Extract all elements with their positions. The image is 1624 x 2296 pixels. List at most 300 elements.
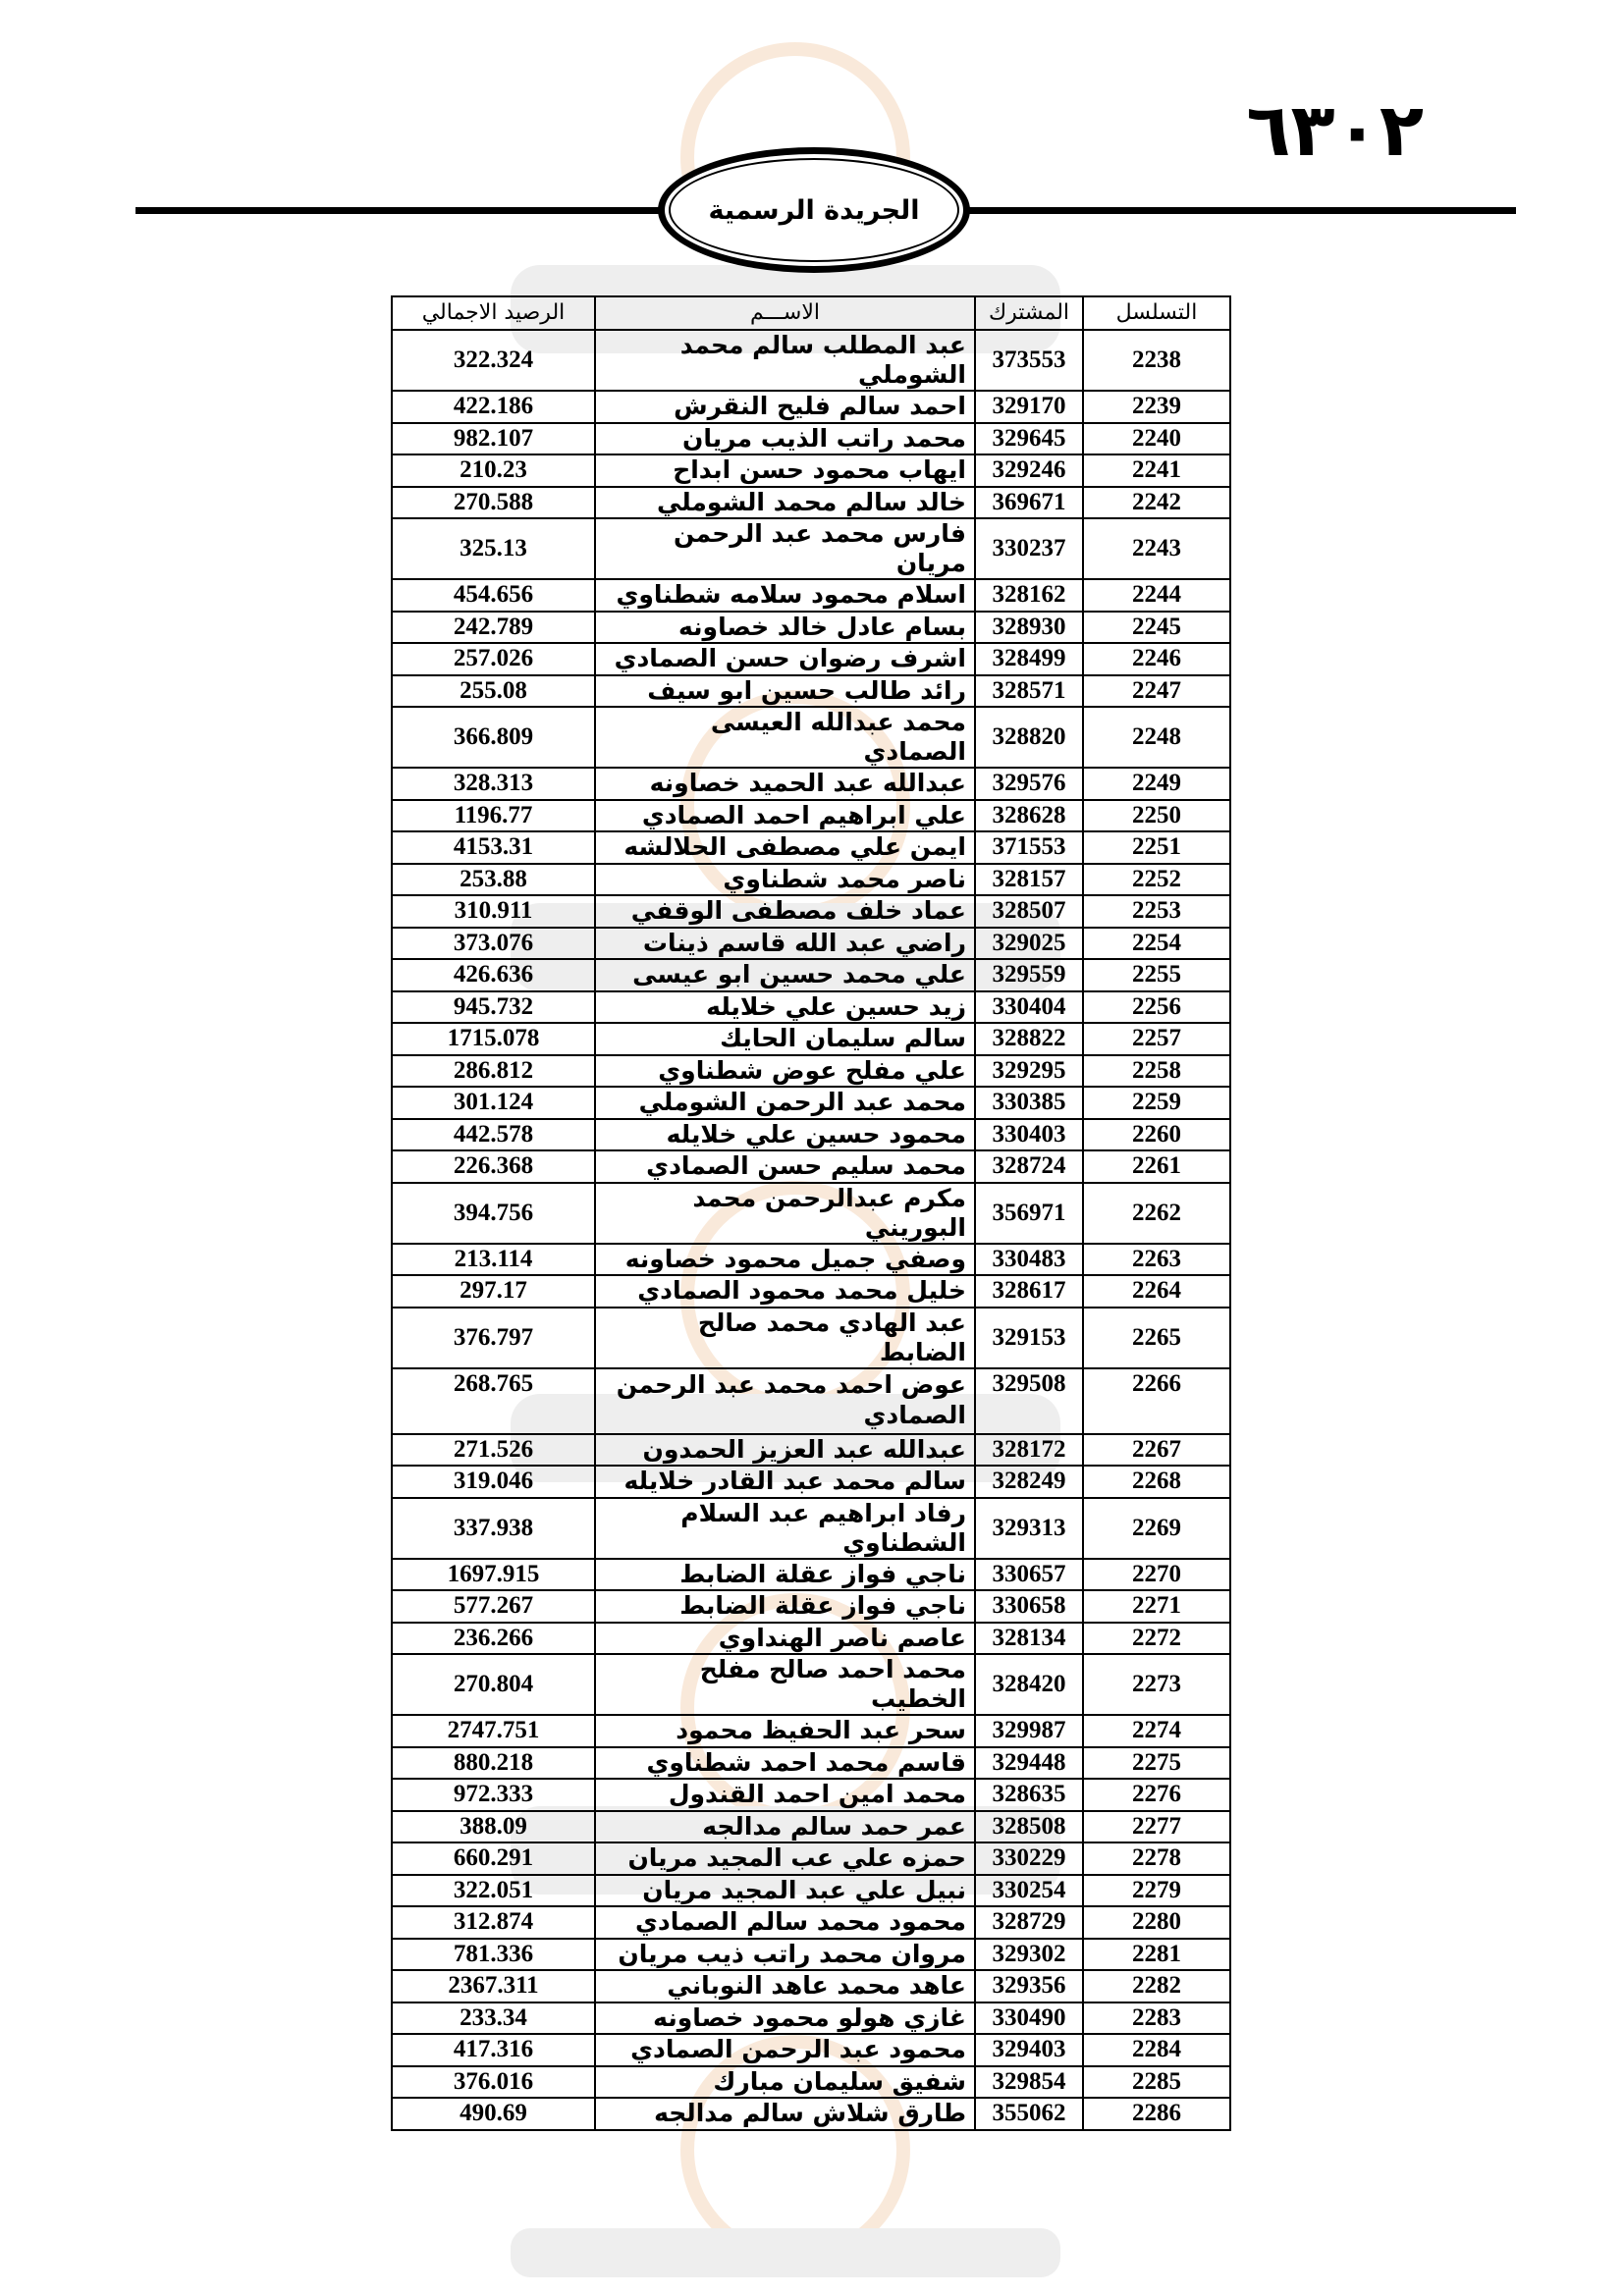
cell-serial [1083, 675, 1230, 708]
table-header-row [392, 296, 1230, 330]
cell-subscriber-value: 329403 [992, 2036, 1066, 2063]
cell-subscriber [975, 1842, 1083, 1875]
cell-subscriber [975, 1368, 1083, 1434]
cell-serial-value: 2246 [1132, 645, 1181, 672]
cell-serial-value: 2279 [1132, 1876, 1181, 1903]
cell-subscriber-value: 330385 [992, 1089, 1066, 1116]
cell-serial [1083, 1275, 1230, 1308]
cell-serial [1083, 423, 1230, 455]
cell-name: محمد احمد صالح مفلح الخطيب [595, 1654, 975, 1715]
table-row [392, 1970, 1230, 2002]
cell-balance-value: 286.812 [453, 1056, 534, 1084]
cell-subscriber [975, 2002, 1083, 2035]
cell-subscriber-value: 330483 [992, 1245, 1066, 1272]
cell-serial [1083, 1970, 1230, 2002]
cell-serial [1083, 1747, 1230, 1780]
cell-name: ايهاب محمود حسن ابداح [595, 454, 975, 487]
cell-balance-value: 577.267 [453, 1592, 534, 1620]
cell-balance-value: 328.313 [453, 770, 534, 797]
masthead-title: الجريدة الرسمية [708, 194, 920, 226]
cell-subscriber [975, 928, 1083, 960]
cell-balance-value: 982.107 [453, 424, 534, 452]
table-row [392, 1715, 1230, 1747]
cell-serial [1083, 1811, 1230, 1843]
cell-subscriber [975, 1466, 1083, 1498]
cell-name: عاصم ناصر الهنداوي [595, 1623, 975, 1655]
cell-subscriber [975, 864, 1083, 896]
cell-subscriber [975, 1590, 1083, 1623]
cell-subscriber-value: 329356 [992, 1972, 1066, 2000]
cell-balance [392, 1368, 595, 1434]
cell-balance-value: 325.13 [460, 535, 527, 561]
cell-name: مكرم عبدالرحمن محمد البوريني [595, 1183, 975, 1244]
cell-subscriber-value: 328162 [992, 581, 1066, 609]
cell-subscriber-value: 328420 [992, 1671, 1066, 1697]
cell-balance [392, 895, 595, 928]
cell-balance-value: 337.938 [453, 1514, 534, 1541]
cell-balance-value: 373.076 [453, 929, 534, 956]
cell-serial [1083, 579, 1230, 612]
cell-subscriber [975, 2098, 1083, 2130]
cell-balance-value: 297.17 [460, 1277, 527, 1305]
cell-subscriber [975, 1023, 1083, 1055]
cell-serial [1083, 330, 1230, 391]
cell-name: وصفي جميل محمود خصاونه [595, 1244, 975, 1276]
cell-subscriber [975, 831, 1083, 864]
cell-subscriber-value: 329170 [992, 393, 1066, 420]
cell-serial-value: 2255 [1132, 961, 1181, 988]
cell-serial-value: 2249 [1132, 770, 1181, 797]
cell-subscriber [975, 991, 1083, 1024]
cell-subscriber [975, 612, 1083, 644]
cell-serial [1083, 2002, 1230, 2035]
table-row [392, 1747, 1230, 1780]
table-row [392, 1466, 1230, 1498]
cell-balance [392, 959, 595, 991]
table-row [392, 1087, 1230, 1119]
cell-balance-value: 945.732 [453, 992, 534, 1020]
cell-serial-value: 2274 [1132, 1717, 1181, 1744]
table-row [392, 2002, 1230, 2035]
cell-serial-value: 2242 [1132, 488, 1181, 515]
table-row [392, 831, 1230, 864]
cell-name: مروان محمد راتب ذيب مريان [595, 1939, 975, 1971]
cell-balance [392, 1842, 595, 1875]
cell-serial-value: 2270 [1132, 1560, 1181, 1587]
cell-balance-value: 1715.078 [447, 1025, 540, 1052]
cell-subscriber-value: 328635 [992, 1781, 1066, 1808]
cell-serial-value: 2264 [1132, 1277, 1181, 1305]
cell-balance [392, 643, 595, 675]
cell-balance [392, 518, 595, 579]
cell-serial-value: 2280 [1132, 1908, 1181, 1936]
cell-balance-value: 319.046 [453, 1468, 534, 1495]
cell-serial [1083, 831, 1230, 864]
cell-subscriber-value: 329313 [992, 1514, 1066, 1541]
cell-subscriber-value: 330657 [992, 1560, 1066, 1587]
cell-subscriber-value: 329448 [992, 1748, 1066, 1776]
cell-balance-value: 226.368 [453, 1152, 534, 1180]
cell-subscriber [975, 391, 1083, 423]
cell-subscriber [975, 1623, 1083, 1655]
cell-serial-value: 2250 [1132, 801, 1181, 828]
cell-balance-value: 972.333 [453, 1781, 534, 1808]
cell-subscriber-value: 330403 [992, 1120, 1066, 1148]
table-row [392, 959, 1230, 991]
table-row [392, 454, 1230, 487]
cell-name: ناجي فواز عقلة الضابط [595, 1590, 975, 1623]
table-row [392, 895, 1230, 928]
table-row [392, 864, 1230, 896]
subscribers-table [391, 295, 1231, 2131]
cell-serial-value: 2238 [1132, 347, 1181, 373]
cell-balance [392, 1023, 595, 1055]
cell-balance [392, 864, 595, 896]
cell-subscriber [975, 1434, 1083, 1467]
cell-name: رفاد ابراهيم عبد السلام الشطناوي [595, 1498, 975, 1559]
cell-balance [392, 2002, 595, 2035]
cell-name: اشرف رضوان حسن الصمادي [595, 643, 975, 675]
cell-name: ايمن علي مصطفى الحلالشه [595, 831, 975, 864]
cell-serial [1083, 1183, 1230, 1244]
table-row [392, 1498, 1230, 1559]
header-serial: التسلسل [1083, 296, 1230, 330]
cell-serial-value: 2286 [1132, 2100, 1181, 2127]
cell-serial-value: 2248 [1132, 723, 1181, 750]
cell-subscriber [975, 707, 1083, 768]
cell-subscriber [975, 1747, 1083, 1780]
cell-serial-value: 2282 [1132, 1972, 1181, 2000]
cell-balance [392, 1623, 595, 1655]
cell-serial [1083, 2098, 1230, 2130]
cell-serial-value: 2267 [1132, 1435, 1181, 1463]
cell-name: عمر حمد سالم مدالجه [595, 1811, 975, 1843]
cell-subscriber [975, 1119, 1083, 1151]
cell-serial [1083, 959, 1230, 991]
cell-balance [392, 1055, 595, 1088]
cell-name: رائد طالب حسين ابو سيف [595, 675, 975, 708]
cell-subscriber-value: 328822 [992, 1025, 1066, 1052]
cell-balance [392, 330, 595, 391]
cell-balance-value: 270.804 [453, 1671, 534, 1697]
cell-subscriber-value: 329302 [992, 1940, 1066, 1967]
cell-serial-value: 2239 [1132, 393, 1181, 420]
cell-balance [392, 831, 595, 864]
cell-serial-value: 2254 [1132, 929, 1181, 956]
table-row [392, 1368, 1230, 1434]
cell-subscriber-value: 328134 [992, 1624, 1066, 1651]
table-row [392, 1939, 1230, 1971]
cell-balance-value: 312.874 [453, 1908, 534, 1936]
cell-serial [1083, 768, 1230, 800]
cell-subscriber [975, 579, 1083, 612]
cell-balance [392, 454, 595, 487]
cell-balance-value: 442.578 [453, 1120, 534, 1148]
cell-name: زيد حسين علي خلايله [595, 991, 975, 1024]
cell-name: عاهد محمد عاهد النوباني [595, 1970, 975, 2002]
cell-balance [392, 1906, 595, 1939]
cell-name: فارس محمد عبد الرحمن مريان [595, 518, 975, 579]
cell-balance [392, 1747, 595, 1780]
cell-serial [1083, 1434, 1230, 1467]
cell-name: ناصر محمد شطناوي [595, 864, 975, 896]
table-row [392, 330, 1230, 391]
cell-serial [1083, 1906, 1230, 1939]
cell-serial-value: 2272 [1132, 1624, 1181, 1651]
cell-balance-value: 376.016 [453, 2067, 534, 2095]
cell-subscriber [975, 1055, 1083, 1088]
table-row [392, 675, 1230, 708]
cell-balance-value: 236.266 [453, 1624, 534, 1651]
cell-subscriber [975, 1087, 1083, 1119]
cell-name: محمود حسين علي خلايله [595, 1119, 975, 1151]
cell-name: علي محمد حسين ابو عيسى [595, 959, 975, 991]
table-row [392, 1875, 1230, 1907]
cell-balance-value: 426.636 [453, 961, 534, 988]
cell-serial [1083, 518, 1230, 579]
cell-balance [392, 1087, 595, 1119]
cell-balance-value: 880.218 [453, 1748, 534, 1776]
cell-serial [1083, 1466, 1230, 1498]
cell-subscriber-value: 329576 [992, 770, 1066, 797]
cell-serial-value: 2251 [1132, 833, 1181, 861]
cell-serial-value: 2244 [1132, 581, 1181, 609]
cell-serial-value: 2265 [1132, 1323, 1181, 1351]
header-balance: الرصيد الاجمالي [392, 296, 595, 330]
cell-subscriber [975, 1308, 1083, 1368]
cell-name: عبدالله عبد العزيز الحمدون [595, 1434, 975, 1467]
cell-serial-value: 2240 [1132, 424, 1181, 452]
cell-serial-value: 2268 [1132, 1468, 1181, 1495]
cell-balance [392, 1466, 595, 1498]
cell-balance [392, 487, 595, 519]
cell-balance [392, 1715, 595, 1747]
cell-subscriber-value: 330254 [992, 1876, 1066, 1903]
cell-serial-value: 2253 [1132, 897, 1181, 925]
cell-serial [1083, 1939, 1230, 1971]
table-row [392, 1434, 1230, 1467]
cell-name: محمد راتب الذيب مريان [595, 423, 975, 455]
cell-serial [1083, 2066, 1230, 2099]
table-row [392, 928, 1230, 960]
cell-serial-value: 2266 [1132, 1369, 1181, 1397]
cell-subscriber-value: 373553 [992, 347, 1066, 373]
cell-subscriber [975, 1654, 1083, 1715]
cell-serial [1083, 612, 1230, 644]
cell-subscriber-value: 328157 [992, 865, 1066, 892]
cell-name: خالد سالم محمد الشوملي [595, 487, 975, 519]
cell-serial-value: 2281 [1132, 1940, 1181, 1967]
cell-balance-value: 255.08 [460, 676, 527, 704]
cell-name: اسلام محمود سلامه شطناوي [595, 579, 975, 612]
cell-name: طارق شلاش سالم مدالجه [595, 2098, 975, 2130]
table-row [392, 423, 1230, 455]
cell-balance-value: 242.789 [453, 613, 534, 640]
cell-subscriber [975, 1183, 1083, 1244]
cell-balance [392, 800, 595, 832]
cell-name: سحر عبد الحفيظ محمود [595, 1715, 975, 1747]
cell-subscriber-value: 328628 [992, 801, 1066, 828]
cell-balance-value: 1196.77 [454, 801, 533, 828]
cell-name: عبد المطلب سالم محمد الشوملي [595, 330, 975, 391]
cell-name: محمود محمد سالم الصمادي [595, 1906, 975, 1939]
cell-name: سالم سليمان الحايك [595, 1023, 975, 1055]
cell-subscriber-value: 329559 [992, 961, 1066, 988]
cell-subscriber [975, 1715, 1083, 1747]
table-row [392, 391, 1230, 423]
table-row [392, 2066, 1230, 2099]
cell-name: علي مفلح عوض شطناوي [595, 1055, 975, 1088]
cell-serial [1083, 1623, 1230, 1655]
cell-subscriber [975, 1779, 1083, 1811]
cell-serial [1083, 1023, 1230, 1055]
cell-subscriber-value: 330404 [992, 992, 1066, 1020]
cell-serial-value: 2271 [1132, 1592, 1181, 1620]
cell-subscriber [975, 675, 1083, 708]
cell-subscriber-value: 329508 [992, 1369, 1066, 1397]
cell-balance [392, 1119, 595, 1151]
cell-balance-value: 322.324 [453, 347, 534, 373]
cell-serial-value: 2263 [1132, 1245, 1181, 1272]
cell-serial-value: 2241 [1132, 456, 1181, 484]
cell-serial-value: 2247 [1132, 676, 1181, 704]
cell-balance [392, 928, 595, 960]
cell-serial [1083, 800, 1230, 832]
cell-serial-value: 2285 [1132, 2067, 1181, 2095]
cell-serial-value: 2284 [1132, 2036, 1181, 2063]
cell-serial-value: 2258 [1132, 1056, 1181, 1084]
cell-serial-value: 2269 [1132, 1514, 1181, 1541]
cell-subscriber-value: 328820 [992, 723, 1066, 750]
cell-subscriber-value: 330490 [992, 2003, 1066, 2031]
cell-serial [1083, 1087, 1230, 1119]
cell-subscriber-value: 369671 [992, 488, 1066, 515]
cell-serial [1083, 487, 1230, 519]
cell-balance-value: 781.336 [453, 1940, 534, 1967]
cell-subscriber [975, 1244, 1083, 1276]
cell-subscriber [975, 1811, 1083, 1843]
cell-serial-value: 2273 [1132, 1671, 1181, 1697]
cell-balance [392, 1183, 595, 1244]
cell-serial [1083, 1119, 1230, 1151]
cell-subscriber-value: 328249 [992, 1468, 1066, 1495]
cell-subscriber-value: 328571 [992, 676, 1066, 704]
table-row [392, 1842, 1230, 1875]
table-row [392, 579, 1230, 612]
cell-serial-value: 2262 [1132, 1199, 1181, 1226]
cell-subscriber [975, 1498, 1083, 1559]
cell-balance-value: 268.765 [453, 1369, 534, 1397]
cell-serial [1083, 454, 1230, 487]
cell-name: عماد خلف مصطفى الوقفي [595, 895, 975, 928]
cell-subscriber [975, 1875, 1083, 1907]
table-row [392, 768, 1230, 800]
table-row [392, 2098, 1230, 2130]
cell-name: خليل محمد محمود الصمادي [595, 1275, 975, 1308]
table-row [392, 800, 1230, 832]
cell-serial [1083, 1779, 1230, 1811]
cell-subscriber [975, 1275, 1083, 1308]
cell-name: محمد امين احمد القندول [595, 1779, 975, 1811]
cell-name: عوض احمد محمد عبد الرحمن الصمادي [595, 1368, 975, 1434]
cell-balance-value: 388.09 [460, 1812, 527, 1840]
cell-subscriber-value: 328729 [992, 1908, 1066, 1936]
cell-balance-value: 1697.915 [447, 1560, 540, 1587]
header-name: الاســـم [595, 296, 975, 330]
cell-balance-value: 660.291 [453, 1844, 534, 1872]
cell-balance [392, 1150, 595, 1183]
cell-subscriber [975, 1970, 1083, 2002]
masthead-oval [658, 147, 970, 273]
cell-serial [1083, 1715, 1230, 1747]
table-row [392, 2034, 1230, 2066]
cell-subscriber [975, 1559, 1083, 1591]
cell-balance-value: 257.026 [453, 645, 534, 672]
cell-subscriber-value: 328508 [992, 1812, 1066, 1840]
cell-serial [1083, 1244, 1230, 1276]
cell-serial [1083, 1498, 1230, 1559]
cell-name: نبيل علي عبد المجيد مريان [595, 1875, 975, 1907]
cell-subscriber [975, 1906, 1083, 1939]
cell-balance-value: 271.526 [453, 1435, 534, 1463]
cell-subscriber-value: 329854 [992, 2067, 1066, 2095]
cell-subscriber [975, 454, 1083, 487]
cell-serial [1083, 643, 1230, 675]
table-row [392, 1308, 1230, 1368]
cell-balance-value: 253.88 [460, 865, 527, 892]
cell-subscriber-value: 356971 [992, 1199, 1066, 1226]
cell-serial [1083, 1308, 1230, 1368]
cell-balance [392, 1779, 595, 1811]
cell-subscriber [975, 330, 1083, 391]
cell-name: ناجي فواز عقلة الضابط [595, 1559, 975, 1591]
cell-balance-value: 301.124 [453, 1089, 534, 1116]
cell-subscriber-value: 329025 [992, 929, 1066, 956]
table-row [392, 1623, 1230, 1655]
cell-subscriber-value: 330658 [992, 1592, 1066, 1620]
cell-balance-value: 376.797 [453, 1323, 534, 1351]
cell-balance [392, 1308, 595, 1368]
cell-subscriber [975, 643, 1083, 675]
cell-balance [392, 1244, 595, 1276]
cell-balance [392, 1498, 595, 1559]
cell-balance [392, 1654, 595, 1715]
cell-serial [1083, 1842, 1230, 1875]
cell-serial-value: 2261 [1132, 1152, 1181, 1180]
cell-serial-value: 2276 [1132, 1781, 1181, 1808]
cell-serial-value: 2256 [1132, 992, 1181, 1020]
cell-serial [1083, 1590, 1230, 1623]
cell-name: محمود عبد الرحمن الصمادي [595, 2034, 975, 2066]
cell-balance [392, 1275, 595, 1308]
cell-serial-value: 2278 [1132, 1844, 1181, 1872]
cell-serial [1083, 1559, 1230, 1591]
cell-balance [392, 1939, 595, 1971]
cell-name: محمد سليم حسن الصمادي [595, 1150, 975, 1183]
cell-subscriber-value: 330229 [992, 1844, 1066, 1872]
cell-balance [392, 2034, 595, 2066]
cell-serial [1083, 864, 1230, 896]
cell-subscriber [975, 959, 1083, 991]
table-row [392, 1183, 1230, 1244]
cell-balance-value: 310.911 [454, 897, 533, 925]
cell-serial [1083, 1150, 1230, 1183]
cell-balance [392, 675, 595, 708]
cell-name: عبد الهادي محمد صالح الضابط [595, 1308, 975, 1368]
cell-serial [1083, 1055, 1230, 1088]
cell-subscriber [975, 895, 1083, 928]
cell-balance [392, 768, 595, 800]
